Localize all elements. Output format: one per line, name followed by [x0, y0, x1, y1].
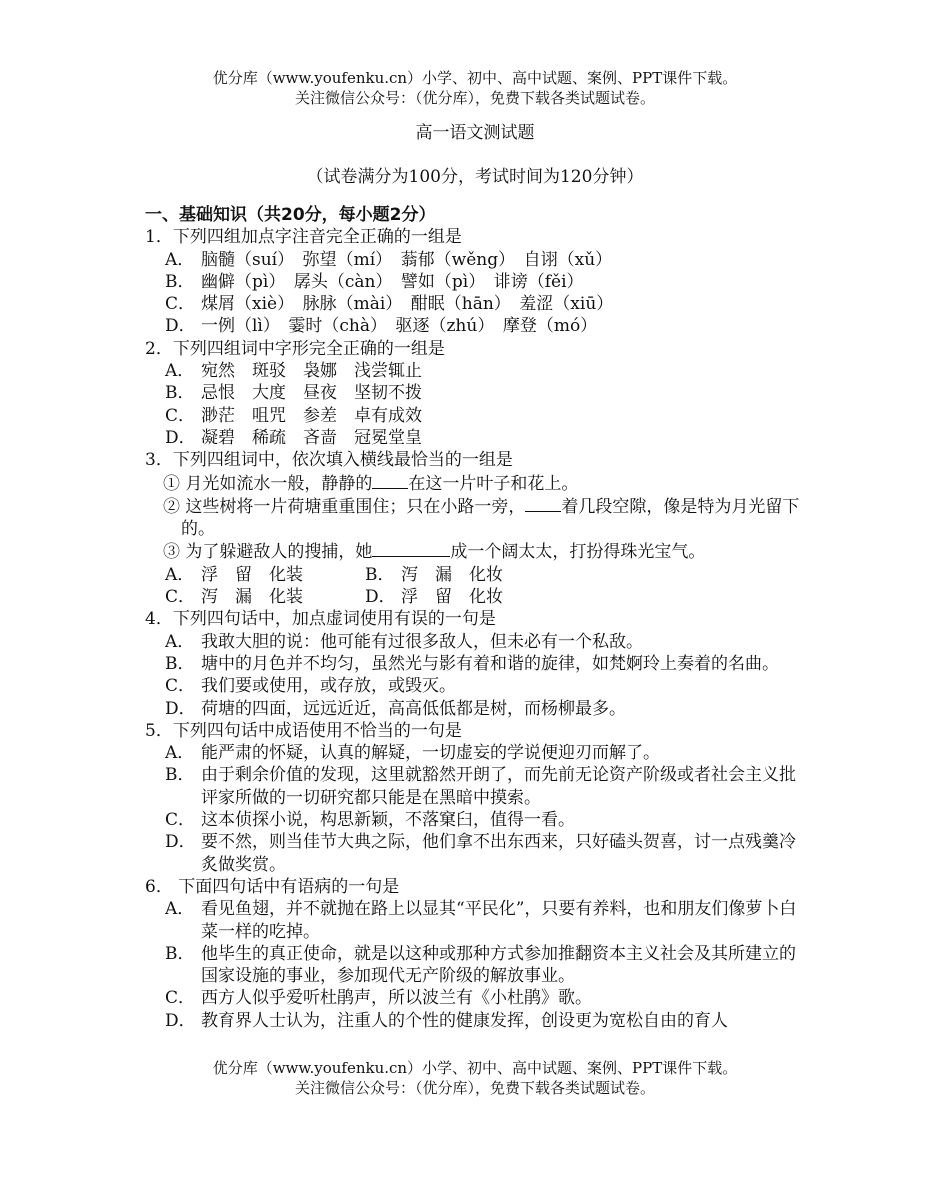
option-label: A．: [165, 899, 195, 920]
option-text: 渺茫 咀咒 参差 卓有成效: [201, 405, 422, 426]
option-text: 要不然，则当佳节大典之际，他们拿不出东西来，只好磕头贺喜，讨一点残羹冷炙做奖赏。: [201, 832, 796, 875]
option-text: 泻 漏 化妆: [401, 564, 503, 585]
question-2-option-d: [145, 427, 805, 449]
question-3-options-row-2: [145, 586, 805, 608]
option-text: 能严肃的怀疑，认真的解疑，一切虚妄的学说便迎刃而解了。: [201, 743, 660, 764]
option-text: 浮 留 化妆: [401, 587, 503, 608]
question-6-option-b: [145, 943, 805, 988]
option-label: B．: [165, 271, 195, 292]
question-3-sentence-1: [145, 472, 805, 495]
option-text: 西方人似乎爱听杜鹃声，所以波兰有《小杜鹃》歌。: [201, 988, 592, 1009]
question-1-stem: 1．下列四组加点字注音完全正确的一组是: [145, 227, 462, 248]
section-heading: 一、基础知识（共20分，每小题2分）: [145, 205, 436, 225]
option-text: 凝碧 稀疏 吝啬 冠冕堂皇: [201, 427, 422, 448]
question-4-option-c: [145, 675, 805, 697]
sentence-text: ① 月光如流水一般，静静的: [163, 473, 373, 494]
question-6-stem: 6． 下面四句话中有语病的一句是: [145, 876, 400, 897]
question-4-stem: 4．下列四句话中，加点虚词使用有误的一句是: [145, 609, 496, 630]
fill-blank: [525, 495, 561, 512]
question-3-sentence-2: [145, 495, 805, 541]
question-5-option-c: [145, 809, 805, 831]
option-text: 一例（lì） 霎时（chà） 驱逐（zhú） 摩登（mó）: [201, 316, 598, 337]
option-label: C．: [165, 587, 196, 608]
fill-blank: [372, 540, 450, 557]
question-1-option-a: [145, 249, 805, 271]
option-label: D．: [165, 832, 196, 853]
option-label: C．: [165, 810, 196, 831]
option-text: 我敢大胆的说：他可能有过很多敌人，但未必有一个私敌。: [201, 631, 643, 652]
question-2-option-a: [145, 360, 805, 382]
fill-blank: [372, 472, 408, 489]
option-label: D．: [165, 698, 196, 719]
footer-line-1: 优分库（www.youfenku.cn）小学、初中、高中试题、案例、PPT课件下载。: [212, 1059, 738, 1077]
option-text: 脑髓（suí） 弥望（mí） 蓊郁（wěng） 自诩（xǔ）: [201, 249, 613, 270]
header-line-1: 优分库（www.youfenku.cn）小学、初中、高中试题、案例、PPT课件下载。: [212, 69, 738, 87]
option-label: C．: [165, 988, 196, 1009]
option-text: 荷塘的四面，远远近近，高高低低都是树，而杨柳最多。: [201, 698, 626, 719]
option-text: 他毕生的真正使命，就是以这种或那种方式参加推翻资本主义社会及其所建立的国家设施的事业，参加现代无产阶级的解放事业。: [201, 943, 796, 987]
option-label: A．: [165, 564, 195, 585]
sentence-text: ② 这些树将一片荷塘重重围住；只在小路一旁，: [163, 496, 526, 517]
option-label: D．: [165, 427, 196, 448]
question-2-option-c: [145, 405, 805, 427]
option-text: 忌恨 大度 昼夜 坚韧不拨: [201, 383, 422, 404]
question-5-option-a: [145, 742, 805, 764]
exam-subtitle: （试卷满分为100分，考试时间为120分钟）: [306, 167, 644, 187]
sentence-text: 着几段空隙，像是特为月光留下的。: [181, 496, 800, 540]
option-label: B．: [165, 383, 195, 404]
question-2-option-b: [145, 382, 805, 404]
sentence-text: 成一个阔太太，打扮得珠光宝气。: [450, 542, 706, 563]
option-label: D．: [165, 1010, 196, 1031]
question-5-stem: 5．下列四句话中成语使用不恰当的一句是: [145, 720, 462, 741]
option-text: 浮 留 化装: [201, 564, 303, 585]
question-6-option-d: [145, 1010, 805, 1032]
option-text: 幽僻（pì） 孱头（càn） 譬如（pì） 诽谤（fěi）: [201, 271, 584, 292]
page-header: [0, 68, 950, 108]
option-label: A．: [165, 249, 195, 270]
option-label: B．: [165, 943, 195, 964]
question-4-option-d: [145, 698, 805, 720]
option-text: 宛然 斑驳 袅娜 浅尝辄止: [201, 361, 422, 382]
question-5-option-b: [145, 764, 805, 809]
question-1-option-d: [145, 315, 805, 337]
option-label: C．: [165, 294, 196, 315]
sentence-text: ③ 为了躲避敌人的搜捕，她: [163, 542, 373, 563]
exam-body: [145, 204, 805, 1032]
question-3-option-a: [165, 564, 365, 586]
option-label: C．: [165, 676, 196, 697]
option-text: 看见鱼翅，并不就抛在路上以显其“平民化”，只要有养料，也和朋友们像萝卜白菜一样的吃掉。: [201, 899, 797, 942]
option-label: C．: [165, 405, 196, 426]
option-text: 泻 漏 化装: [201, 587, 303, 608]
option-label: A．: [165, 743, 195, 764]
option-text: 教育界人士认为，注重人的个性的健康发挥，创设更为宽松自由的育人: [201, 1010, 728, 1031]
question-6-option-a: [145, 898, 805, 943]
option-text: 由于剩余价值的发现，这里就豁然开朗了，而先前无论资产阶级或者社会主义批评家所做的一切研究都只能是在黑暗中摸索。: [201, 765, 796, 808]
option-text: 塘中的月色并不均匀，虽然光与影有着和谐的旋律，如梵婀玲上奏着的名曲。: [201, 653, 779, 674]
question-1-option-b: [145, 271, 805, 293]
footer-line-2: 关注微信公众号：（优分库），免费下载各类试题试卷。: [294, 1079, 655, 1097]
question-5-option-d: [145, 831, 805, 876]
sentence-text: 在这一片叶子和花上。: [408, 473, 579, 494]
question-3-option-c: [165, 586, 365, 608]
option-label: A．: [165, 361, 195, 382]
question-3-option-d: [365, 586, 565, 608]
option-label: A．: [165, 631, 195, 652]
exam-title: 高一语文测试题: [415, 123, 535, 143]
option-text: 这本侦探小说，构思新颖，不落窠臼，值得一看。: [201, 810, 575, 831]
question-3-sentence-3: [145, 540, 805, 563]
question-4-option-a: [145, 631, 805, 653]
question-3-options-row-1: [145, 564, 805, 586]
page-footer: [0, 1058, 950, 1098]
header-line-2: 关注微信公众号：（优分库），免费下载各类试题试卷。: [294, 89, 655, 107]
question-1-option-c: [145, 293, 805, 315]
question-3-stem: 3．下列四组词中，依次填入横线最恰当的一组是: [145, 450, 513, 471]
question-2-stem: 2．下列四组词中字形完全正确的一组是: [145, 338, 445, 359]
option-label: B．: [165, 653, 195, 674]
option-text: 煤屑（xiè） 脉脉（mài） 酣眠（hān） 羞涩（xiū）: [201, 294, 614, 315]
option-label: B．: [165, 765, 195, 786]
question-3-option-b: [365, 564, 565, 586]
option-label: B．: [365, 564, 395, 585]
option-label: D．: [165, 316, 196, 337]
question-4-option-b: [145, 653, 805, 675]
option-text: 我们要或使用，或存放，或毁灭。: [201, 676, 456, 697]
question-6-option-c: [145, 987, 805, 1009]
option-label: D．: [365, 587, 396, 608]
